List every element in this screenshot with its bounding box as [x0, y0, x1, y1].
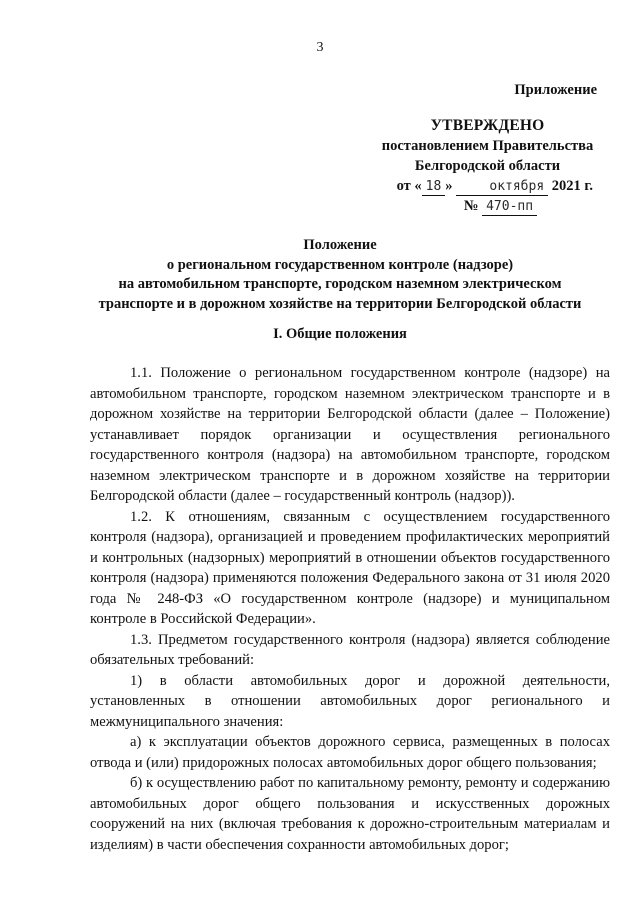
page-number: 3: [316, 40, 324, 55]
number-value: 470-пп: [482, 199, 537, 216]
paragraph-1-1: 1.1. Положение о региональном государственном контроле (надзоре) на автомобильном транспорте, городском наземном электрическом транспорте и в дорожном хозяйстве на территории Белгородской области (далее – Положение) устанавливает порядок организации и осуществления регионального государственного контроля (надзора) на автомобильном транспорте, городском наземном электрическом транспорте и в дорожном хозяйстве на территории Белгородской области (далее – государственный контроль (надзор)).: [90, 365, 610, 504]
date-day: 18: [422, 179, 446, 196]
body-text: [90, 363, 610, 855]
approval-number: [360, 196, 615, 216]
approval-date: [360, 176, 615, 196]
date-month: октября: [456, 179, 548, 196]
number-prefix: №: [463, 198, 479, 214]
approved-label: УТВЕРЖДЕНО: [430, 117, 545, 134]
date-prefix: от «: [396, 178, 422, 194]
date-year: 2021 г.: [551, 178, 593, 194]
appendix-label: Приложение: [514, 82, 597, 98]
title-line-1: Положение: [303, 237, 377, 253]
section-title: I. Общие положения: [273, 326, 407, 342]
paragraph-1-2: 1.2. К отношениям, связанным с осуществлением государственного контроля (надзора), организацией и проведением профилактических мероприятий и контрольных (надзорных) мероприятий в отношении объектов государственного контроля (надзора) применяются положения Федерального закона от 31 июля 2020 года № 248-ФЗ «О государственном контроле (надзоре) и муниципальном контроле в Российской Федерации».: [90, 508, 610, 627]
paragraph-item-b: б) к осуществлению работ по капитальному ремонту, ремонту и содержанию автомобильных дорог общего пользования и искусственных дорожных сооружений на них (включая требования к дорожно-строительным материалам и изделиям) в части обеспечения сохранности автомобильных дорог;: [90, 775, 610, 853]
paragraph-item-a: а) к эксплуатации объектов дорожного сервиса, размещенных в полосах отвода и (или) придорожных полосах автомобильных дорог общего пользования;: [90, 734, 610, 771]
date-mid: »: [445, 178, 453, 194]
document-title: [70, 236, 610, 314]
paragraph-1-3: 1.3. Предметом государственного контроля (надзора) является соблюдение обязательных требований:: [90, 631, 610, 668]
approval-line-1: постановлением Правительства: [381, 138, 594, 154]
paragraph-item-1: 1) в области автомобильных дорог и дорожной деятельности, установленных в отношении автомобильных дорог регионального и межмуниципального значения:: [90, 672, 610, 730]
approval-line-2: Белгородской области: [414, 158, 561, 174]
title-line-4: транспорте и в дорожном хозяйстве на территории Белгородской области: [98, 295, 582, 312]
title-line-3: на автомобильном транспорте, городском наземном электрическом: [118, 276, 562, 292]
approval-stamp-block: [360, 80, 615, 216]
title-line-2: о региональном государственном контроле (надзоре): [166, 256, 514, 273]
